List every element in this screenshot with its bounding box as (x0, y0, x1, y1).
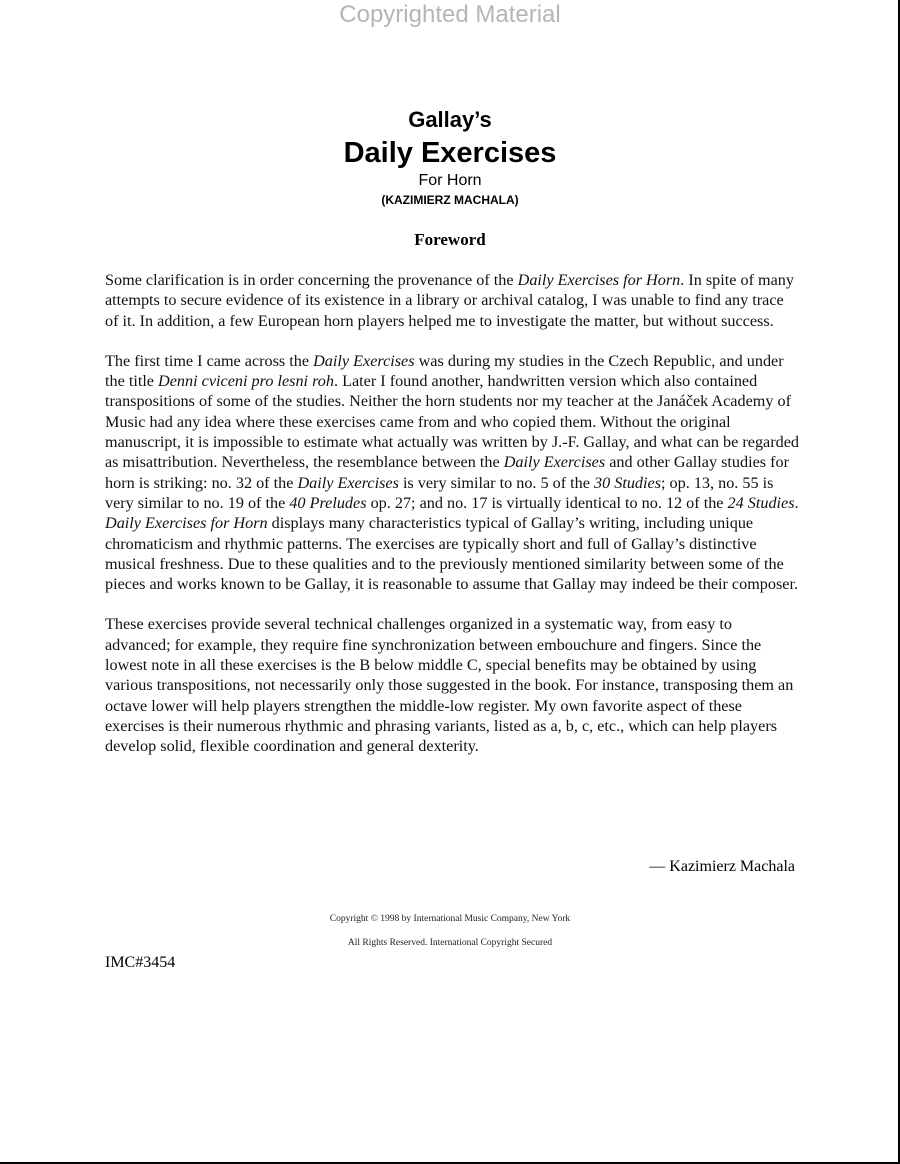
text-run: displays many characteristics typical of Gallay’s writing, including unique chromaticism and rhythmic patterns. The exercises are typically short and full of Gallay’s distinctive musical freshness. Due to these qualities and to the previously mentioned similarity between some of the pieces and works known to be Gallay, it is reasonable to assume that Gallay may indeed be their composer. (105, 514, 799, 594)
italic-title-run: Daily Exercises for Horn (517, 271, 681, 289)
italic-title-run: Daily Exercises (313, 351, 415, 370)
rights-line: All Rights Reserved. International Copyright Secured (347, 938, 553, 948)
copyright-line: Copyright © 1998 by International Music Company, New York (329, 914, 571, 924)
paragraph-1 (105, 270, 800, 331)
text-run: is very similar to no. 5 of the (398, 473, 595, 492)
paragraph-2 (105, 351, 800, 595)
italic-title-run: Daily Exercises (297, 473, 399, 492)
catalog-number: IMC#3454 (105, 954, 176, 971)
text-run: . (794, 493, 799, 512)
text-run: The first time I came across the (105, 351, 314, 370)
instrument-subtitle: For Horn (418, 172, 482, 189)
paragraph-3 (105, 614, 800, 756)
text-run: . Later I found another, handwritten version which also contained transpositions of some of the studies. Neither the horn students nor my teacher at the Janáček Academy of Music had any idea where these exercises came from and who copied them. Without the original manuscript, it is impossible to estimate what actually was written by J.-F. Gallay, and what can be regarded as misattribution. Nevertheless, the resemblance between the (105, 372, 799, 472)
copyright-watermark: Copyrighted Material (339, 1, 561, 28)
page-title: Daily Exercises (343, 137, 557, 169)
text-run: was during my studies in the Czech Republic, and under the title (105, 351, 784, 391)
text-run: op. 27; and no. 17 is virtually identical to no. 12 of the (366, 493, 728, 512)
italic-title-run: 40 Preludes (289, 493, 367, 512)
composer-name: Gallay’s (408, 107, 492, 132)
section-heading: Foreword (414, 230, 486, 249)
signature: — Kazimierz Machala (649, 858, 795, 875)
text-run: and other Gallay studies for horn is striking: no. 32 of the (105, 453, 790, 492)
italic-title-run: Daily Exercises for Horn (105, 514, 268, 533)
italic-title-run: Denni cviceni pro lesni roh (158, 372, 334, 391)
italic-title-run: 30 Studies (594, 473, 662, 492)
editor-name: (KAZIMIERZ MACHALA) (381, 193, 519, 207)
text-run: . In spite of many attempts to secure evidence of its existence in a library or archival catalog, I was unable to find any trace of it. In addition, a few European horn players helped me to investigate the matter, but without success. (105, 271, 794, 330)
text-run: ; op. 13, no. 55 is very similar to no. 19 of the (105, 473, 774, 512)
italic-title-run: Daily Exercises (503, 453, 606, 472)
text-run: Some clarification is in order concerning the provenance of the (105, 271, 518, 289)
foreword-body (105, 270, 800, 777)
text-run: These exercises provide several technical challenges organized in a systematic way, from easy to advanced; for example, they require fine synchronization between embouchure and fingers. Since the lowest note in all these exercises is the B below middle C, special benefits may be obtained by using various transpositions, not necessarily only those suggested in the book. For instance, transposing them an octave lower will help players strengthen the middle-low register. My own favorite aspect of these exercises is their numerous rhythmic and phrasing variants, listed as a, b, c, etc., which can help players develop solid, flexible coordination and general dexterity. (105, 615, 794, 756)
italic-title-run: 24 Studies (727, 493, 795, 512)
